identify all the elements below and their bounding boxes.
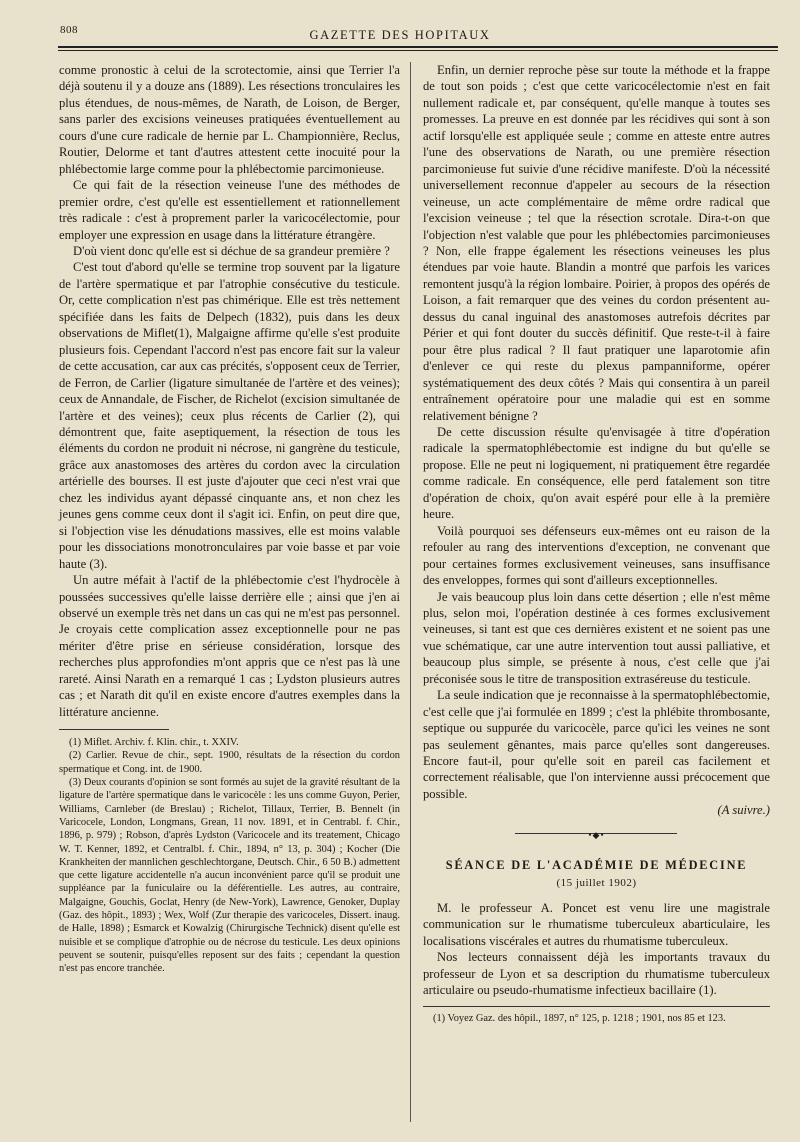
left-column: [59, 62, 400, 975]
footnote-rule: [59, 729, 169, 730]
footnote-2: (2) Carlier. Revue de chir., sept. 1900, résultats de la résection du cordon spermatique et Cong. int. de 1900.: [59, 750, 400, 775]
right-column: [423, 62, 770, 1026]
to-be-continued: (A suivre.): [717, 803, 770, 818]
right-footnote: (1) Voyez Gaz. des hôpil., 1897, n° 125, p. 1218 ; 1901, nos 85 et 123.: [433, 1013, 726, 1025]
footnote-1: (1) Miflet. Archiv. f. Klin. chir., t. XXIV.: [69, 737, 239, 749]
right-paragraph-3: Voilà pourquoi ses défenseurs eux-mêmes ont eu raison de la refouler au rang des interventions d'exception, ne convenant que pour certaines formes exclusivement veineuses, sans insuffisance des enveloppes, formes qui sont d'ailleurs exceptionnelles.: [423, 523, 770, 588]
footnote-3: (3) Deux courants d'opinion se sont formés au sujet de la gravité résultant de la ligature de l'artère spermatique dans le varicocèle : les uns comme Guyon, Perier, Williams, Carnleber (de Breslau) ; Richelot, Tillaux, Terrier, B. Bennelt (in Varicocele, London, Longmans, Grean, 11 nov. 1891, et in Centrabl. f. Chir., 1896, p. 979) ; Robson, d'après Lydston (Varicocele and its treatement, Chicago W. T. Kenner, 1892, et Centralbl. f. Chir., 1894, n° 13, p. 304) ; Kocher (Die Krankheiten der mannlichen geschlechtorgane, Deutsch. Chir., 6 50 B.) admettent que cette ligature accidentelle n'a aucun inconvénient parce qu'il se produit une suppléance par la funiculaire ou la déférentielle. Les autres, au contraire, Malgaigne, Gouchis, Goclat, Henry (de New-York), Lawrence, Genoker, Duplay (Gaz. des hôpit., 1893) ; Wex, Wolf (Zur therapie des varicoceles, Dissert. inaug. de Halle, 1898) ; Esmarck et Kowalzig (Chirurgische Technick) disent qu'elle est nuisible et se complique d'atrophie ou de nécrose du testicule. Les deux opinions peuvent se soutenir, puisqu'elles reposent sur des faits ; cependant la question n'est pas encore tranchée.: [59, 777, 400, 975]
section-paragraph-1: M. le professeur A. Poncet est venu lire une magistrale communication sur le rhumatisme tuberculeux abarticulaire, les localisations viscérales et autres du rhumatisme tuberculeux.: [423, 900, 770, 948]
section-date: (15 juillet 1902): [556, 877, 637, 890]
left-paragraph-2: Ce qui fait de la résection veineuse l'une des méthodes de premier ordre, c'est qu'elle est essentiellement et rationnellement très radicale : c'est à proprement parler la varicocélectomie, pour employer une expression en usage dans la littérature étrangère.: [59, 178, 400, 242]
section-title: SÉANCE DE L'ACADÉMIE DE MÉDECINE: [445, 857, 748, 872]
page-number: 808: [60, 24, 78, 36]
column-divider: [410, 62, 411, 1122]
section-paragraph-2: Nos lecteurs connaissent déjà les importants travaux du professeur de Lyon et sa description du rhumatisme tuberculeux articulaire ou pseudo-rhumatisme infectieux bacillaire (1).: [423, 950, 770, 998]
left-paragraph-1: comme pronostic à celui de la scrotectomie, ainsi que Terrier l'a déjà soutenu il y a douze ans (1889). Les résections tronculaires les plus étendues, de nous-mêmes, de Narath, de Loison, de Berger, sans parler des excisions veineuses pratiquées éventuellement au cours d'une cure radicale de hernie par L. Championnière, Reclus, Routier, Delorme et tant d'autres attestent cette inocuité pour la phlébectomie large comme pour la phlébectomie parcimonieuse.: [59, 63, 400, 176]
right-footnote-rule: [423, 1006, 770, 1007]
right-paragraph-5: La seule indication que je reconnaisse à la spermatophlébectomie, c'est celle que j'ai formulée en 1899 ; c'est la phlébite thrombosante, septique ou suppurée du varicocèle, parce qu'ici les veines ne sont pas seulement gênantes, mais parce qu'elles sont dangereuses. Encore faut-il, pour qu'elle soit en pareil cas facilement et correctement réalisable, que l'on intervienne aussi précocement que possible.: [423, 688, 770, 801]
left-paragraph-5: Un autre méfait à l'actif de la phlébectomie c'est l'hydrocèle à poussées successives qu'elle laisse derrière elle ; ainsi que j'en ai observé un exemple très net dans un cas qui ne m'est pas personnel. Je croyais cette complication assez exceptionnelle pour ne pas mériter d'être prise en sérieuse considération, lorsque des recherches plus approfondies m'ont appris que ce n'est pas là une rareté. Ainsi Narath en a remarqué 1 cas ; Lydston plusieurs autres cas ; et Narath dit qu'il en existe encore d'autres exemples dans la littérature ancienne.: [59, 573, 400, 719]
ornament-glyphs: •◆•: [588, 829, 605, 840]
left-paragraph-3: D'où vient donc qu'elle est si déchue de sa grandeur première ?: [73, 243, 390, 258]
right-paragraph-2: De cette discussion résulte qu'envisagée à titre d'opération radicale la spermatophlébectomie est indigne du but qu'elle se propose. Elle ne peut ni logiquement, ni pratiquement être regardée comme radicale. En conséquence, elle perd fatalement son titre d'opération de choix, qu'on avait espéré pour elle à la première heure.: [423, 424, 770, 522]
right-paragraph-1: Enfin, un dernier reproche pèse sur toute la méthode et la frappe de tout son poids ; c'est que cette varicocélectomie n'est en fait nullement radicale et, par conséquent, qu'elle manque à toutes ses promesses. La preuve en est donnée par les récidives qui sont à son actif lorsqu'elle est appliquée seule ; comme en atteste entre autres l'une des observations de Narath, ou une première résection parcimonieuse fut suivie d'une récidive manifeste. D'où la nécessité universellement reconnue d'appeler au secours de la résection veineuse, un acte complémentaire de même ordre radical que l'excision veineuse ; tel que la résection scrotale. Dira-t-on que l'objection n'est valable que pour les phlébectomies parcimonieuses ? Non, elle frappe également les résections veineuses les plus étendues par voie haute. Blandin a montré que parfois les varices remontent jusqu'à la région lombaire. Poirier, à propos des opérés de Loison, a fait remarquer que des veines du cordon présentent au-dessus du canal inguinal des anastomoses autrefois décrites par Périer et qui font douter du succès définitif. Que reste-t-il à faire pour être plus radical ? Il faut pratiquer une laparotomie afin d'enlever ce qui reste du plexus pampanniforme, opérer systématiquement des deux côtés ? Mais qui consentira à un pareil entraînement opératoire pour une maladie qui est en somme relativement bénigne ?: [423, 63, 770, 423]
left-paragraph-4: C'est tout d'abord qu'elle se termine trop souvent par la ligature de l'artère spermatique et par l'atrophie consécutive du testicule. Or, cette complication n'est pas chimérique. Elle est très nettement spécifiée dans les faits de Delpech (1832), puis dans les deux observations de Miflet(1), Malgaigne affirme qu'elle s'est produite plusieurs fois. Cependant l'accord n'est pas encore fait sur la valeur de cette accusation, car aux cas précités, s'opposent ceux de Terrier, de Ferron, de Carlier (ligature simultanée de l'artère et des veines); ceux de Annandale, de Fischer, de Richelot (excision simultanée de l'artère et des veines); ceux plus récents de Carlier (2), qui démontrent que, faite aseptiquement, la résection de tous les éléments du cordon ne produit ni nécrose, ni gangrène du testicule, grâce aux anastomoses des artères du cordon avec la circulation artérielle des bourses. Il est juste d'ajouter que ceci n'est vrai que chez les individus ayant dépassé cinquante ans, et non chez les jeunes gens comme ceux dont il s'agit ici. Enfin, on peut dire que, si l'objection vise les dénudations massives, elle est moins valable pour les dissociations monotronculaires par voie basse et par voie haute (3).: [59, 260, 400, 571]
header-rule-thin: [58, 50, 778, 51]
section-ornament: [423, 829, 770, 839]
running-title: GAZETTE DES HOPITAUX: [309, 28, 491, 42]
header-rule: [58, 46, 778, 48]
right-paragraph-4: Je vais beaucoup plus loin dans cette désertion ; elle n'est même plus, selon moi, l'opération destinée à ces formes exclusivement veineuses, si tant est que ces dernières existent et ne soient pas une vue schématique, car une autre intervention tout aussi palliative, et beaucoup plus simple, se présente à nous, c'est celle que j'ai préconisée sous le titre de transposition extraséreuse du testicule.: [423, 589, 770, 686]
